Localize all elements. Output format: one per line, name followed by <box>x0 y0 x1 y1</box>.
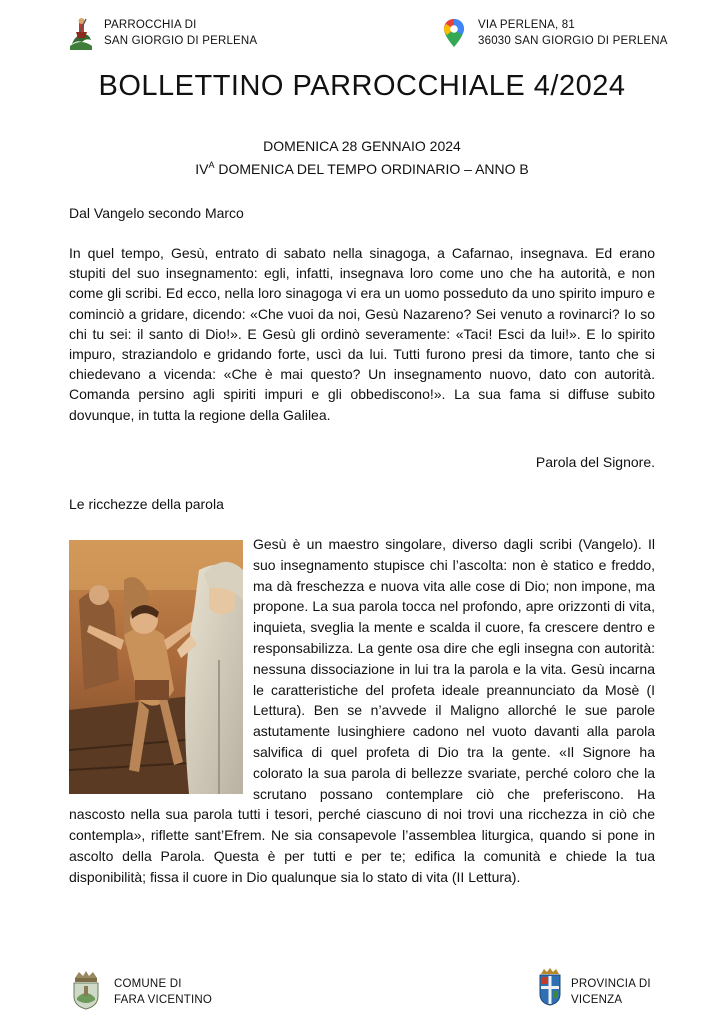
reflection-heading: Le ricchezze della parola <box>69 496 224 512</box>
comune-line1: COMUNE DI <box>114 978 182 990</box>
gospel-heading: Dal Vangelo secondo Marco <box>69 205 244 221</box>
address-line1: VIA PERLENA, 81 <box>478 19 575 31</box>
comune-line2: FARA VICENTINO <box>114 994 213 1006</box>
parish-line1: PARROCCHIA DI <box>104 19 197 31</box>
parish-header <box>104 17 257 49</box>
sunday-rest: DOMENICA DEL TEMPO ORDINARIO – ANNO B <box>214 161 529 177</box>
comune-footer <box>114 976 212 1008</box>
parish-line2: SAN GIORGIO DI PERLENA <box>104 35 258 47</box>
province-footer <box>571 976 651 1008</box>
illustration-spacer <box>69 534 253 792</box>
province-line2: VICENZA <box>571 994 623 1006</box>
province-line1: PROVINCIA DI <box>571 978 651 990</box>
liturgical-sunday-line <box>0 160 724 177</box>
gospel-closing: Parola del Signore. <box>535 454 655 470</box>
sunday-superscript: A <box>208 160 215 170</box>
sunday-prefix: IV <box>195 161 209 177</box>
reflection-text-block <box>69 534 655 888</box>
address-header <box>478 17 668 49</box>
reflection-text: Gesù è un maestro singolare, diverso dagli scribi (Vangelo). Il suo insegnamento stupisce chi l’ascolta: non è statico e freddo, ma dà freschezza e nuova vita alle cose di Dio; non impone, ma propone. La sua parola tocca nel profondo, apre orizzonti di vita, inquieta, sveglia la mente e scalda il cuore, fa crescere dentro e responsabilizza. La gente osa dire che egli insegna con autorità: nessuna dissociazione in lui tra la parola e la vita. Gesù incarna le caratteristiche del profeta ideale preannunciato da Mosè (I Lettura). Ben se n’avvede il Maligno allorché le sue parole astutamente lusinghiere cadono nel vuoto davanti alla parola salvifica di quel profeta di Dio tra la gente. «Il Signore ha colorato la sua parola di bellezze svariate, perché coloro che la scrutano possano contemplare ciò che preferiscono. Ha nascosto nella sua parola tutti i tesori, perché ciascuno di noi trovi una ricchezza in ciò che contempla», riflette sant’Efrem. Ne sia consapevole l’assemblea liturgica, quando si pone in ascolto della Parola. Questa è per tutti e per te; edifica la comunità e chiede la tua disponibilità; fissa il cuore in Dio qualunque sia lo stato di vita (II Lettura). <box>69 536 655 885</box>
gospel-text: In quel tempo, Gesù, entrato di sabato nella sinagoga, a Cafarnao, insegnava. Ed erano stupiti del suo insegnamento: egli, infatti, insegnava loro come uno che ha autorità, e non come gli scribi. Ed ecco, nella loro sinagoga vi era un uomo posseduto da uno spirito impuro e cominciò a gridare, dicendo: «Che vuoi da noi, Gesù Nazareno? Sei venuto a rovinarci? Io so chi tu sei: il santo di Dio!». E Gesù gli ordinò severamente: «Taci! Esci da lui!». E lo spirito impuro, straziandolo e gridando forte, uscì da lui. Tutti furono presi da timore, tanto che si chiedevano a vicenda: «Che è mai questo? Un insegnamento nuovo, dato con autorità. Comanda persino agli spiriti impuri e gli obbediscono!». La sua fama si diffuse subito dovunque, in tutta la regione della Galilea. <box>69 245 655 423</box>
map-pin-icon <box>443 18 465 48</box>
page-title: BOLLETTINO PARROCCHIALE 4/2024 <box>98 70 626 102</box>
date-line: DOMENICA 28 GENNAIO 2024 <box>263 138 461 154</box>
address-line2: 36030 SAN GIORGIO DI PERLENA <box>478 35 668 47</box>
comune-crest-icon <box>69 970 103 1010</box>
parish-logo-icon <box>66 16 96 52</box>
province-crest-icon <box>538 968 562 1006</box>
